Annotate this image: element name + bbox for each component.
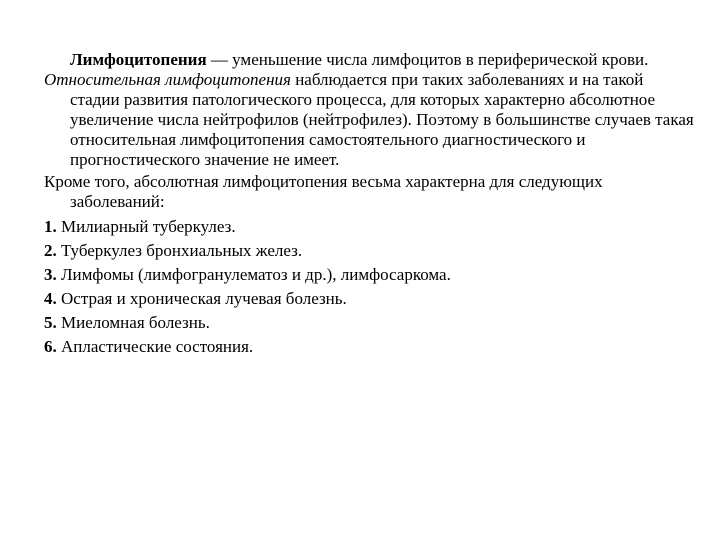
list-item <box>44 217 694 237</box>
list-item-number: 4. <box>44 289 57 308</box>
list-item-number: 5. <box>44 313 57 332</box>
list-item-text: Острая и хроническая лучевая болезнь. <box>56 289 347 308</box>
list-item-text: Апластические состояния. <box>56 337 254 356</box>
list-item <box>44 289 694 309</box>
list-item-text: Туберкулез бронхиальных желез. <box>56 241 303 260</box>
list-item-text: Милиарный туберкулез. <box>56 217 236 236</box>
list-item-number: 3. <box>44 265 57 284</box>
list-item <box>44 241 694 261</box>
disease-list <box>44 217 694 357</box>
list-item <box>44 265 694 285</box>
definition-term: Лимфоцитопения <box>70 50 207 69</box>
list-item-number: 1. <box>44 217 57 236</box>
list-item-number: 6. <box>44 337 57 356</box>
list-item <box>44 337 694 357</box>
absolute-lymphocytopenia-paragraph: Кроме того, абсолютная лимфоцитопения весьма характерна для следующих заболеваний: <box>44 172 603 211</box>
relative-lymphocytopenia-paragraph <box>44 70 694 170</box>
slide-text-block <box>44 50 694 357</box>
list-item-number: 2. <box>44 241 57 260</box>
definition-text: — уменьшение числа лимфоцитов в периферической крови. <box>206 50 649 69</box>
list-item-text: Миеломная болезнь. <box>56 313 210 332</box>
list-item-text: Лимфомы (лимфогранулематоз и др.), лимфосаркома. <box>56 265 451 284</box>
list-item <box>44 313 694 333</box>
relative-term: Относительная лимфоцитопения <box>44 70 291 89</box>
relative-text: наблюдается при таких заболеваниях и на такой стадии развития патологического процесса, для которых характерно абсолютное увеличение числа нейтрофилов (нейтрофилез). Поэтому в большинстве случаев такая относительная лимфоцитопения самостоятельного диагностического и прогностического значение не имеет. <box>70 70 694 169</box>
definition-paragraph <box>44 50 694 70</box>
